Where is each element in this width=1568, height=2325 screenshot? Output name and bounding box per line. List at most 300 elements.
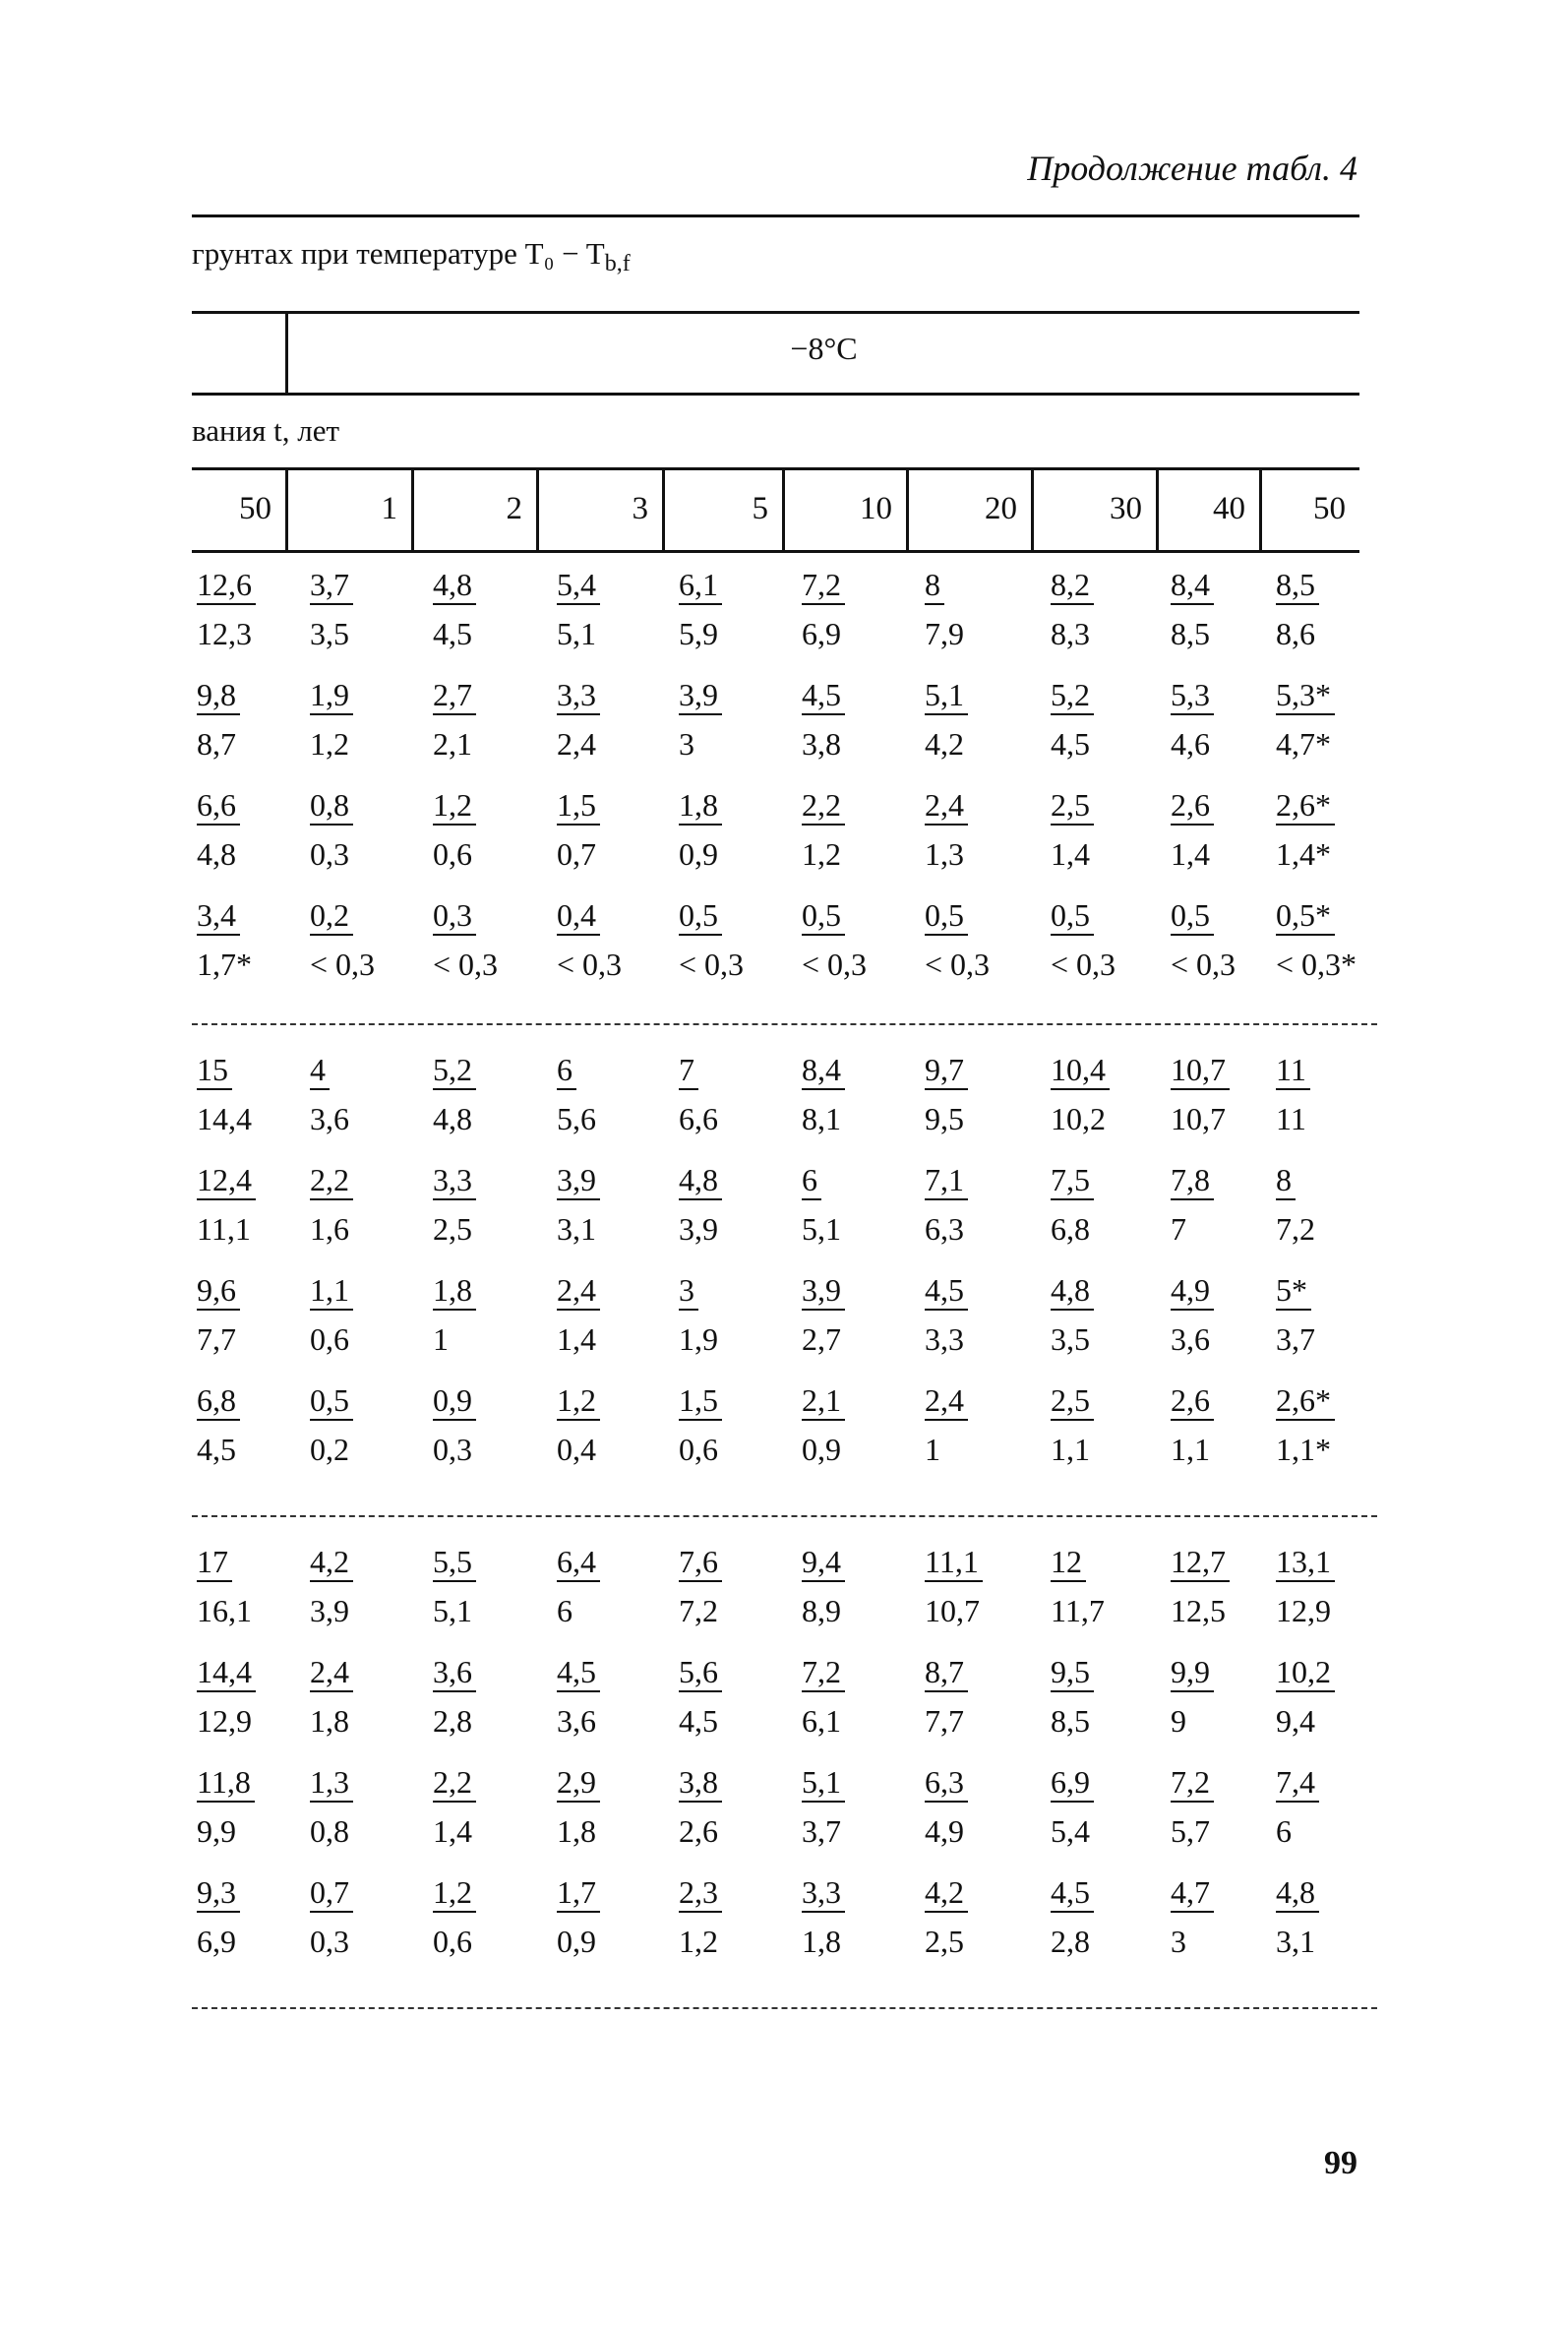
cell-denominator: < 0,3 — [1051, 947, 1116, 982]
cell-denominator: 9,9 — [197, 1813, 236, 1849]
cell-denominator: 6,8 — [1051, 1211, 1090, 1247]
cell-denominator: 0,7 — [557, 836, 596, 872]
table-cell — [557, 786, 600, 873]
cell-denominator: 4,8 — [197, 836, 236, 872]
cell-denominator: 0,6 — [433, 836, 472, 872]
cell-denominator: 4,5 — [433, 616, 472, 651]
cell-denominator: 4,8 — [433, 1101, 472, 1136]
cell-denominator: 6,1 — [802, 1703, 841, 1739]
table-cell — [1276, 1543, 1335, 1629]
cell-numerator: 2,2 — [310, 1161, 353, 1200]
cell-numerator: 0,5 — [925, 896, 968, 936]
cell-denominator: 1,1* — [1276, 1432, 1331, 1467]
cell-numerator: 3,9 — [557, 1161, 600, 1200]
top-rule — [192, 214, 1359, 217]
cell-denominator: 3,7 — [1276, 1321, 1315, 1357]
table-cell — [557, 676, 600, 763]
cell-numerator: 8,2 — [1051, 566, 1094, 605]
cell-denominator: 8,7 — [197, 726, 236, 762]
cell-denominator: < 0,3 — [925, 947, 991, 982]
table-cell — [310, 1763, 353, 1850]
table-cell — [679, 1381, 722, 1468]
cell-numerator: 2,6* — [1276, 786, 1335, 826]
cell-denominator: 16,1 — [197, 1593, 252, 1628]
cell-denominator: 14,4 — [197, 1101, 252, 1136]
table-cell — [1171, 1381, 1214, 1468]
cell-denominator: 12,5 — [1171, 1593, 1226, 1628]
cell-numerator: 12,4 — [197, 1161, 256, 1200]
cell-numerator: 6,8 — [197, 1381, 240, 1421]
cell-denominator: 7,2 — [679, 1593, 718, 1628]
group-separator — [192, 1515, 1377, 1517]
cell-denominator: 8,5 — [1051, 1703, 1090, 1739]
cell-denominator: 3,6 — [1171, 1321, 1210, 1357]
table-cell — [1051, 1051, 1110, 1137]
cell-numerator: 10,7 — [1171, 1051, 1230, 1090]
cell-numerator: 0,7 — [310, 1873, 353, 1913]
cell-denominator: 0,9 — [802, 1432, 841, 1467]
cell-numerator: 3,4 — [197, 896, 240, 936]
cell-numerator: 0,3 — [433, 896, 476, 936]
column-divider — [1156, 467, 1159, 550]
cell-denominator: 1,7* — [197, 947, 252, 982]
table-cell — [433, 1051, 476, 1137]
cell-denominator: < 0,3 — [433, 947, 499, 982]
table-caption — [192, 236, 631, 277]
cell-denominator: 3,9 — [679, 1211, 718, 1247]
table-cell — [1051, 566, 1094, 652]
table-cell — [1171, 1653, 1214, 1740]
table-cell — [197, 1051, 252, 1137]
table-cell — [433, 676, 476, 763]
cell-numerator: 5,2 — [433, 1051, 476, 1090]
cell-numerator: 11,1 — [925, 1543, 983, 1582]
cell-denominator: 5,1 — [433, 1593, 472, 1628]
table-cell — [433, 1161, 476, 1248]
cell-numerator: 8 — [1276, 1161, 1296, 1200]
cell-denominator: 3,1 — [557, 1211, 596, 1247]
table-cell — [1276, 896, 1357, 983]
table-cell — [557, 1271, 600, 1358]
table-cell — [802, 896, 867, 983]
cell-denominator: < 0,3 — [1171, 947, 1236, 982]
cell-numerator: 12,6 — [197, 566, 256, 605]
cell-denominator: 6 — [1276, 1813, 1292, 1849]
table-cell — [1051, 1381, 1094, 1468]
table-cell — [1276, 1763, 1319, 1850]
cell-numerator: 7,6 — [679, 1543, 722, 1582]
cell-denominator: 5,6 — [557, 1101, 596, 1136]
cell-numerator: 8,4 — [802, 1051, 845, 1090]
table-cell — [925, 1763, 968, 1850]
cell-numerator: 2,2 — [433, 1763, 476, 1803]
column-header: 10 — [860, 491, 892, 526]
table-cell — [1276, 1653, 1335, 1740]
cell-numerator: 7,2 — [802, 566, 845, 605]
table-cell — [679, 896, 744, 983]
table-cell — [310, 896, 375, 983]
cell-numerator: 1,9 — [310, 676, 353, 715]
cell-numerator: 9,5 — [1051, 1653, 1094, 1692]
cell-numerator: 4,5 — [557, 1653, 600, 1692]
cell-numerator: 10,4 — [1051, 1051, 1110, 1090]
cell-denominator: 0,2 — [310, 1432, 349, 1467]
cell-numerator: 8 — [925, 566, 944, 605]
table-cell — [679, 1051, 718, 1137]
table-cell — [679, 1763, 722, 1850]
table-cell — [557, 566, 600, 652]
cell-numerator: 4 — [310, 1051, 330, 1090]
cell-denominator: 0,6 — [679, 1432, 718, 1467]
cell-numerator: 1,2 — [433, 1873, 476, 1913]
table-cell — [310, 1543, 353, 1629]
cell-numerator: 1,5 — [679, 1381, 722, 1421]
cell-denominator: 2,4 — [557, 726, 596, 762]
table-cell — [802, 1873, 845, 1960]
column-divider — [411, 467, 414, 550]
cell-denominator: 5,9 — [679, 616, 718, 651]
cell-denominator: 10,7 — [1171, 1101, 1226, 1136]
cell-denominator: 4,2 — [925, 726, 964, 762]
table-cell — [197, 1381, 240, 1468]
cell-denominator: 4,6 — [1171, 726, 1210, 762]
column-divider — [662, 467, 665, 550]
table-cell — [1171, 896, 1236, 983]
column-divider — [782, 467, 785, 550]
table-cell — [197, 1543, 252, 1629]
cell-numerator: 0,5 — [679, 896, 722, 936]
cell-denominator: 6 — [557, 1593, 573, 1628]
table-cell — [925, 1161, 968, 1248]
table-cell — [310, 1051, 349, 1137]
column-header: 3 — [632, 491, 648, 526]
table-cell — [197, 1873, 240, 1960]
table-cell — [802, 676, 845, 763]
cell-denominator: 12,9 — [1276, 1593, 1331, 1628]
table-cell — [679, 786, 722, 873]
cell-numerator: 3,3 — [433, 1161, 476, 1200]
cell-numerator: 0,9 — [433, 1381, 476, 1421]
table-cell — [197, 896, 252, 983]
cell-denominator: 1,2 — [679, 1924, 718, 1959]
cell-denominator: 2,5 — [925, 1924, 964, 1959]
cell-denominator: 6,9 — [802, 616, 841, 651]
column-divider — [1259, 467, 1262, 550]
cell-denominator: 1,4 — [1171, 836, 1210, 872]
cell-numerator: 3,6 — [433, 1653, 476, 1692]
cell-numerator: 0,5* — [1276, 896, 1335, 936]
cell-numerator: 5,1 — [802, 1763, 845, 1803]
cell-numerator: 4,2 — [310, 1543, 353, 1582]
cell-numerator: 5,3 — [1171, 676, 1214, 715]
cell-numerator: 4,9 — [1171, 1271, 1214, 1311]
table-cell — [925, 1051, 968, 1137]
cell-denominator: 9,5 — [925, 1101, 964, 1136]
cell-numerator: 9,8 — [197, 676, 240, 715]
cell-denominator: 1 — [925, 1432, 940, 1467]
table-cell — [1276, 1873, 1319, 1960]
cell-numerator: 6 — [557, 1051, 576, 1090]
cell-numerator: 2,6 — [1171, 1381, 1214, 1421]
table-cell — [925, 1543, 983, 1629]
cell-numerator: 2,9 — [557, 1763, 600, 1803]
table-cell — [310, 676, 353, 763]
table-cell — [1276, 1161, 1315, 1248]
table-cell — [557, 896, 622, 983]
cell-denominator: 0,3 — [433, 1432, 472, 1467]
table-cell — [197, 676, 240, 763]
cell-numerator: 4,8 — [1276, 1873, 1319, 1913]
table-cell — [557, 1653, 600, 1740]
table-cell — [433, 1873, 476, 1960]
temperature-header: −8°C — [790, 331, 858, 366]
table-cell — [679, 1543, 722, 1629]
cell-numerator: 2,2 — [802, 786, 845, 826]
cell-numerator: 9,4 — [802, 1543, 845, 1582]
cell-denominator: < 0,3 — [557, 947, 623, 982]
cell-numerator: 7,4 — [1276, 1763, 1319, 1803]
cell-numerator: 5,5 — [433, 1543, 476, 1582]
cell-denominator: 4,5 — [679, 1703, 718, 1739]
table-cell — [433, 896, 498, 983]
cell-numerator: 15 — [197, 1051, 232, 1090]
table-cell — [802, 1543, 845, 1629]
table-cell — [1276, 676, 1335, 763]
cell-denominator: 1,1 — [1171, 1432, 1210, 1467]
temperature-bottom-rule — [192, 393, 1359, 396]
table-cell — [802, 1763, 845, 1850]
cell-denominator: 7,7 — [925, 1703, 964, 1739]
cell-numerator: 1,1 — [310, 1271, 353, 1311]
table-cell — [1171, 1271, 1214, 1358]
cell-denominator: 11,1 — [197, 1211, 251, 1247]
cell-denominator: 8,6 — [1276, 616, 1315, 651]
cell-denominator: 3,5 — [310, 616, 349, 651]
cell-denominator: 3,6 — [310, 1101, 349, 1136]
cell-numerator: 6,1 — [679, 566, 722, 605]
cell-numerator: 4,8 — [1051, 1271, 1094, 1311]
cell-denominator: 1,4* — [1276, 836, 1331, 872]
cell-numerator: 11,8 — [197, 1763, 255, 1803]
cell-denominator: 10,7 — [925, 1593, 980, 1628]
column-header: 40 — [1213, 491, 1245, 526]
cell-numerator: 7,8 — [1171, 1161, 1214, 1200]
cell-numerator: 10,2 — [1276, 1653, 1335, 1692]
table-cell — [679, 1161, 722, 1248]
table-cell — [433, 1271, 476, 1358]
cell-numerator: 8,5 — [1276, 566, 1319, 605]
cell-numerator: 0,2 — [310, 896, 353, 936]
column-header: 50 — [1313, 491, 1346, 526]
cell-numerator: 3,9 — [679, 676, 722, 715]
cell-numerator: 5,2 — [1051, 676, 1094, 715]
cell-numerator: 7,1 — [925, 1161, 968, 1200]
table-cell — [433, 566, 476, 652]
table-cell — [1171, 676, 1214, 763]
table-cell — [1276, 1051, 1310, 1137]
group-separator — [192, 1023, 1377, 1025]
column-header: 50 — [239, 491, 271, 526]
cell-denominator: 1,8 — [802, 1924, 841, 1959]
cell-denominator: 1,2 — [802, 836, 841, 872]
table-cell — [197, 566, 256, 652]
cell-numerator: 0,5 — [1051, 896, 1094, 936]
table-cell — [1051, 1653, 1094, 1740]
table-cell — [925, 1653, 968, 1740]
cell-denominator: 6,9 — [197, 1924, 236, 1959]
cell-denominator: 9,4 — [1276, 1703, 1315, 1739]
table-cell — [1171, 566, 1214, 652]
cell-denominator: 2,8 — [433, 1703, 472, 1739]
cell-denominator: 5,4 — [1051, 1813, 1090, 1849]
table-cell — [310, 1873, 353, 1960]
cell-numerator: 8,7 — [925, 1653, 968, 1692]
cell-denominator: < 0,3 — [310, 947, 376, 982]
cell-numerator: 4,8 — [433, 566, 476, 605]
cell-denominator: 3,6 — [557, 1703, 596, 1739]
cell-denominator: 1,4 — [1051, 836, 1090, 872]
table-cell — [310, 566, 353, 652]
cell-denominator: 3,5 — [1051, 1321, 1090, 1357]
table-cell — [1051, 786, 1094, 873]
cell-denominator: 7,9 — [925, 616, 964, 651]
cell-denominator: 5,1 — [802, 1211, 841, 1247]
table-cell — [679, 676, 722, 763]
cell-denominator: 0,9 — [679, 836, 718, 872]
cell-denominator: 8,9 — [802, 1593, 841, 1628]
cell-denominator: 1,2 — [310, 726, 349, 762]
continuation-label: Продолжение табл. 4 — [1027, 149, 1357, 188]
table-cell — [1276, 1381, 1335, 1468]
cell-denominator: 8,1 — [802, 1101, 841, 1136]
cell-numerator: 6,9 — [1051, 1763, 1094, 1803]
cell-denominator: < 0,3 — [679, 947, 745, 982]
cell-denominator: 7 — [1171, 1211, 1186, 1247]
cell-denominator: 1,4 — [433, 1813, 472, 1849]
table-cell — [197, 1763, 255, 1850]
cell-denominator: 8,3 — [1051, 616, 1090, 651]
cell-denominator: 3 — [1171, 1924, 1186, 1959]
table-cell — [1171, 1873, 1214, 1960]
cell-denominator: 11 — [1276, 1101, 1306, 1136]
cell-denominator: 7,2 — [1276, 1211, 1315, 1247]
table-cell — [802, 1051, 845, 1137]
table-cell — [802, 1381, 845, 1468]
table-cell — [925, 896, 990, 983]
cell-denominator: 0,4 — [557, 1432, 596, 1467]
cell-denominator: 3,7 — [802, 1813, 841, 1849]
cell-denominator: 11,7 — [1051, 1593, 1105, 1628]
cell-denominator: 2,8 — [1051, 1924, 1090, 1959]
table-cell — [197, 786, 240, 873]
cell-numerator: 2,6 — [1171, 786, 1214, 826]
cell-denominator: 1 — [433, 1321, 449, 1357]
table-cell — [1171, 786, 1214, 873]
cell-numerator: 7,2 — [802, 1653, 845, 1692]
cell-numerator: 3,7 — [310, 566, 353, 605]
cell-denominator: 6,3 — [925, 1211, 964, 1247]
cell-denominator: 0,8 — [310, 1813, 349, 1849]
table-cell — [802, 1271, 845, 1358]
table-cell — [1171, 1161, 1214, 1248]
table-cell — [925, 676, 968, 763]
cell-denominator: 5,7 — [1171, 1813, 1210, 1849]
cell-numerator: 5,4 — [557, 566, 600, 605]
table-cell — [1051, 1873, 1094, 1960]
cell-numerator: 5,3* — [1276, 676, 1335, 715]
table-cell — [433, 1381, 476, 1468]
cell-numerator: 7 — [679, 1051, 698, 1090]
cell-denominator: 2,7 — [802, 1321, 841, 1357]
table-cell — [557, 1543, 600, 1629]
cell-denominator: 1,8 — [310, 1703, 349, 1739]
table-cell — [557, 1161, 600, 1248]
table-cell — [433, 1653, 476, 1740]
cell-numerator: 1,5 — [557, 786, 600, 826]
table-cell — [433, 786, 476, 873]
table-cell — [197, 1271, 240, 1358]
table-cell — [802, 786, 845, 873]
cell-numerator: 0,5 — [802, 896, 845, 936]
table-cell — [925, 1381, 968, 1468]
table-cell — [1171, 1543, 1230, 1629]
table-cell — [679, 566, 722, 652]
cell-numerator: 8,4 — [1171, 566, 1214, 605]
cell-denominator: 0,9 — [557, 1924, 596, 1959]
cell-numerator: 1,8 — [679, 786, 722, 826]
column-divider — [906, 467, 909, 550]
column-header: 5 — [752, 491, 768, 526]
cell-denominator: 1,6 — [310, 1211, 349, 1247]
cell-denominator: 0,3 — [310, 1924, 349, 1959]
cell-denominator: 3,9 — [310, 1593, 349, 1628]
table-caption-text: грунтах при температуре T₀ − T — [192, 236, 605, 271]
cell-numerator: 5,1 — [925, 676, 968, 715]
table-caption-subscript: b,f — [604, 251, 631, 277]
cell-denominator: 0,6 — [433, 1924, 472, 1959]
table-cell — [925, 566, 964, 652]
temperature-top-rule — [192, 311, 1359, 314]
cell-numerator: 9,7 — [925, 1051, 968, 1090]
table-cell — [679, 1271, 718, 1358]
column-header: 20 — [985, 491, 1017, 526]
table-cell — [557, 1051, 596, 1137]
cell-numerator: 13,1 — [1276, 1543, 1335, 1582]
cell-numerator: 1,7 — [557, 1873, 600, 1913]
cell-numerator: 2,4 — [557, 1271, 600, 1311]
cell-numerator: 4,7 — [1171, 1873, 1214, 1913]
column-divider — [1031, 467, 1034, 550]
cell-numerator: 9,3 — [197, 1873, 240, 1913]
cell-numerator: 17 — [197, 1543, 232, 1582]
cell-numerator: 2,1 — [802, 1381, 845, 1421]
table-cell — [1051, 676, 1094, 763]
cell-denominator: 5,1 — [557, 616, 596, 651]
cell-numerator: 4,5 — [802, 676, 845, 715]
cell-denominator: 12,9 — [197, 1703, 252, 1739]
table-cell — [557, 1381, 600, 1468]
cell-denominator: 1,9 — [679, 1321, 718, 1357]
page-number: 99 — [1324, 2145, 1357, 2181]
cell-denominator: 0,3 — [310, 836, 349, 872]
cell-denominator: < 0,3* — [1276, 947, 1357, 982]
cell-numerator: 6,6 — [197, 786, 240, 826]
cell-numerator: 3,8 — [679, 1763, 722, 1803]
cell-numerator: 14,4 — [197, 1653, 256, 1692]
table-cell — [1276, 566, 1319, 652]
cell-denominator: 0,6 — [310, 1321, 349, 1357]
table-cell — [1051, 896, 1116, 983]
